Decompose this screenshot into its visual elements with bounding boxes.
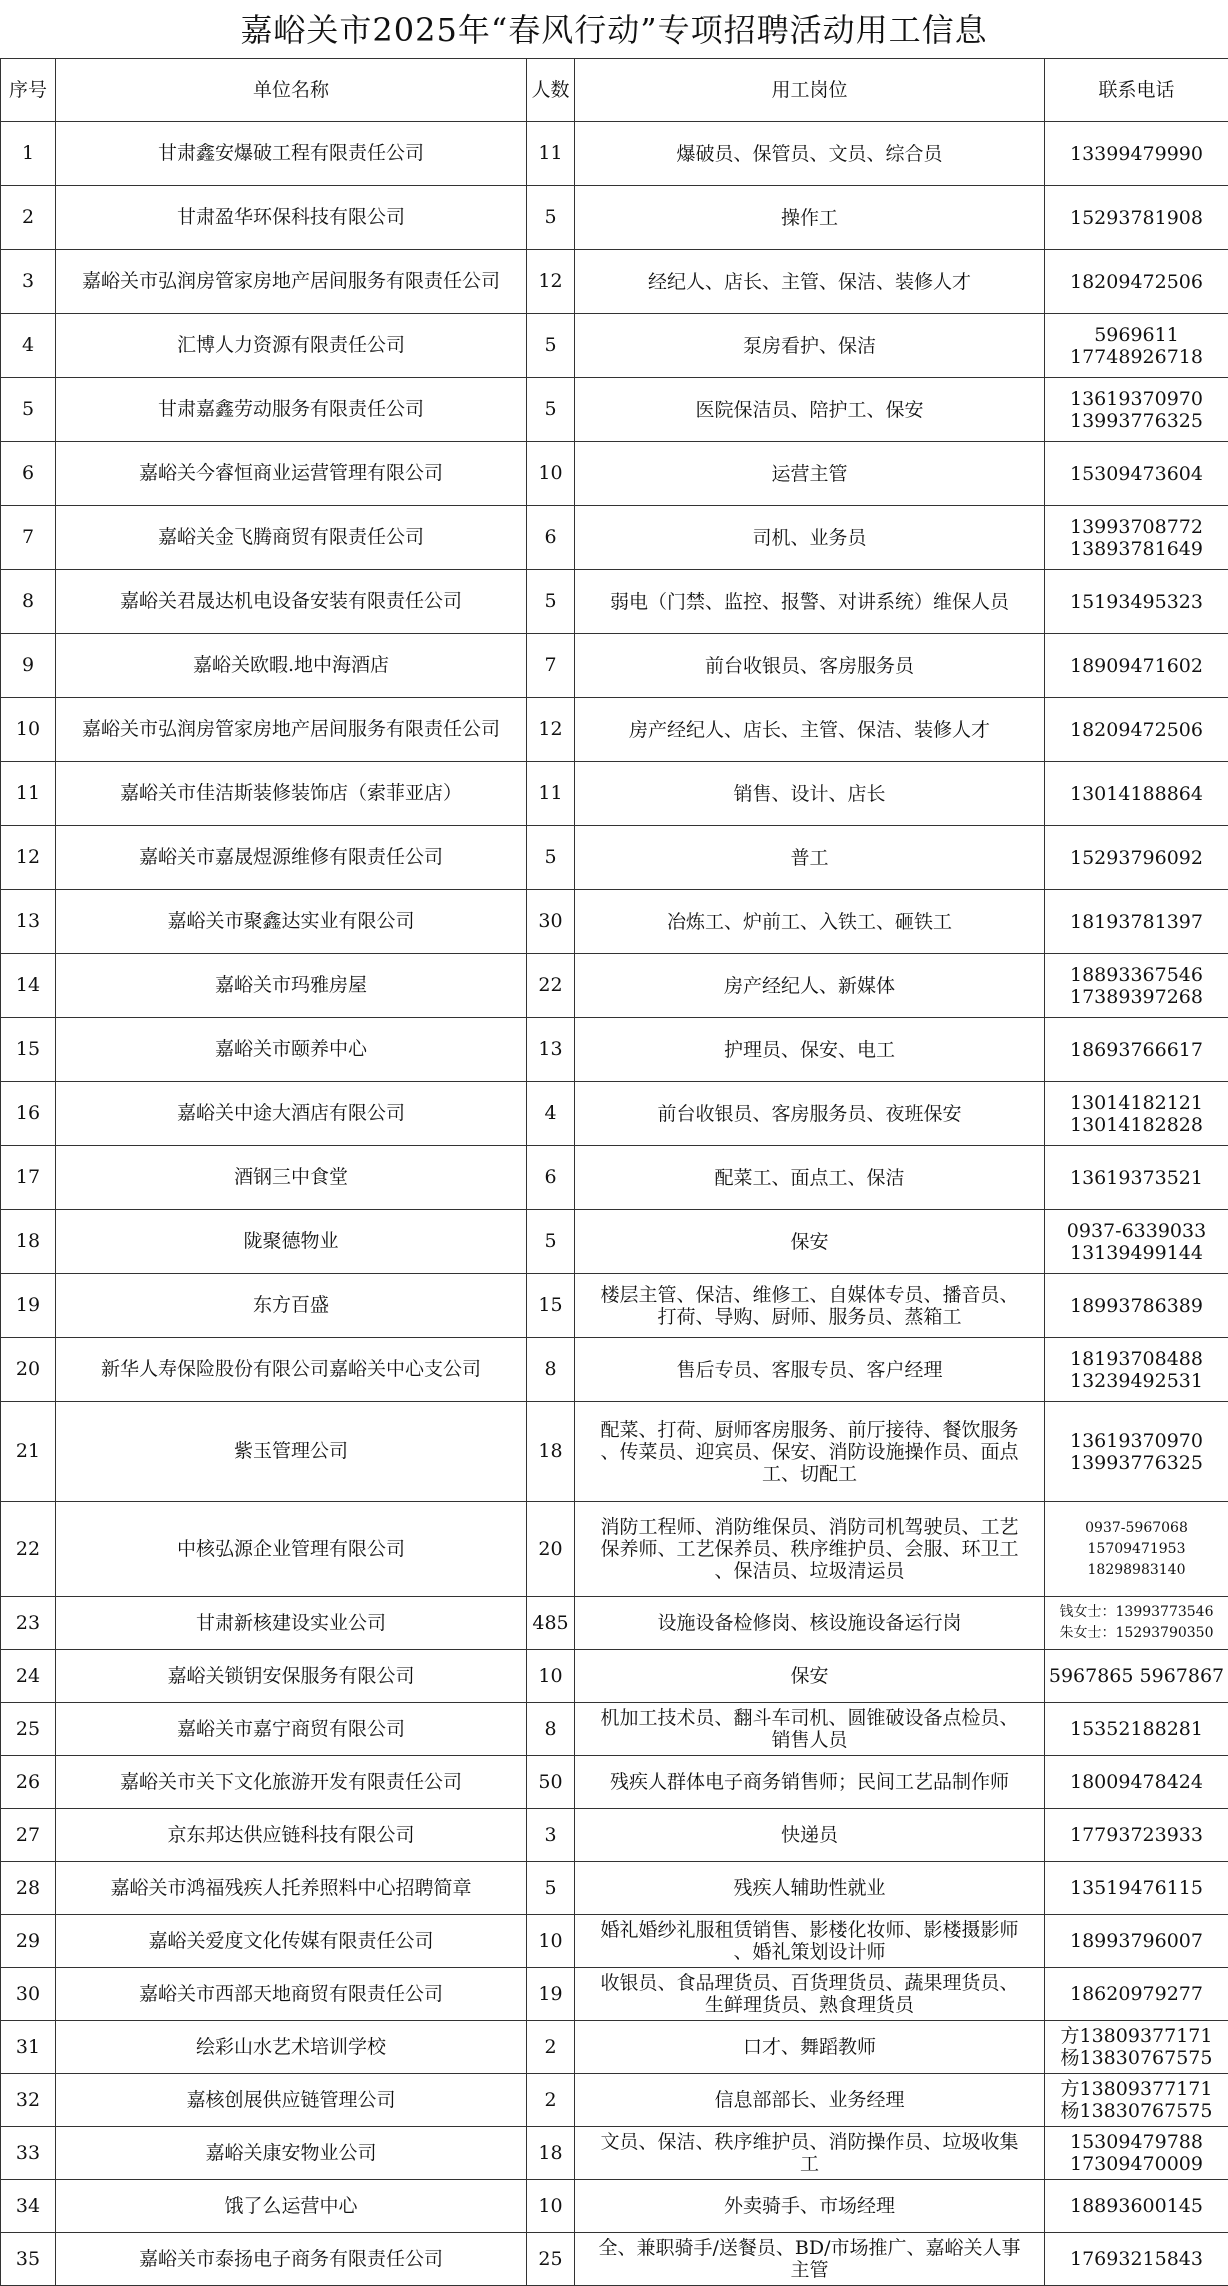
phone: 18193708488 13239492531 [1045, 1338, 1228, 1402]
positions: 消防工程师、消防维保员、消防司机驾驶员、工艺 保养师、工艺保养员、秩序维护员、会服、环卫工 、保洁员、垃圾清运员 [575, 1502, 1045, 1597]
headcount: 25 [527, 2233, 575, 2286]
company-name: 嘉峪关市弘润房管家房地产居间服务有限责任公司 [56, 250, 527, 314]
phone: 钱女士：13993773546 朱女士：15293790350 [1045, 1597, 1228, 1650]
company-name: 嘉峪关市佳洁斯装修装饰店（索菲亚店） [56, 762, 527, 826]
table-row [1, 1703, 1228, 1756]
row-number: 30 [1, 1968, 56, 2021]
headcount: 22 [527, 954, 575, 1018]
positions: 房产经纪人、店长、主管、保洁、装修人才 [575, 698, 1045, 762]
row-number: 35 [1, 2233, 56, 2286]
company-name: 嘉峪关市泰扬电子商务有限责任公司 [56, 2233, 527, 2286]
headcount: 20 [527, 1502, 575, 1597]
phone: 5969611 17748926718 [1045, 314, 1228, 378]
row-number: 22 [1, 1502, 56, 1597]
table-row [1, 122, 1228, 186]
phone: 18193781397 [1045, 890, 1228, 954]
table-row [1, 314, 1228, 378]
table-row [1, 762, 1228, 826]
table-row [1, 1274, 1228, 1338]
phone: 13619370970 13993776325 [1045, 1402, 1228, 1502]
positions: 操作工 [575, 186, 1045, 250]
recruitment-table [0, 58, 1228, 2286]
headcount: 12 [527, 698, 575, 762]
table-row [1, 890, 1228, 954]
table-row [1, 250, 1228, 314]
company-name: 嘉峪关市玛雅房屋 [56, 954, 527, 1018]
header-positions: 用工岗位 [575, 59, 1045, 122]
table-row [1, 1650, 1228, 1703]
headcount: 2 [527, 2074, 575, 2127]
row-number: 33 [1, 2127, 56, 2180]
table-row [1, 1210, 1228, 1274]
phone: 18620979277 [1045, 1968, 1228, 2021]
phone: 13993708772 13893781649 [1045, 506, 1228, 570]
table-row [1, 1082, 1228, 1146]
company-name: 嘉峪关金飞腾商贸有限责任公司 [56, 506, 527, 570]
headcount: 15 [527, 1274, 575, 1338]
positions: 婚礼婚纱礼服租赁销售、影楼化妆师、影楼摄影师 、婚礼策划设计师 [575, 1915, 1045, 1968]
row-number: 26 [1, 1756, 56, 1809]
headcount: 11 [527, 762, 575, 826]
headcount: 13 [527, 1018, 575, 1082]
headcount: 5 [527, 314, 575, 378]
positions: 前台收银员、客房服务员、夜班保安 [575, 1082, 1045, 1146]
positions: 司机、业务员 [575, 506, 1045, 570]
positions: 保安 [575, 1210, 1045, 1274]
table-row [1, 1338, 1228, 1402]
positions: 运营主管 [575, 442, 1045, 506]
company-name: 嘉峪关今睿恒商业运营管理有限公司 [56, 442, 527, 506]
headcount: 5 [527, 1862, 575, 1915]
row-number: 28 [1, 1862, 56, 1915]
row-number: 6 [1, 442, 56, 506]
table-row [1, 186, 1228, 250]
row-number: 1 [1, 122, 56, 186]
phone: 18209472506 [1045, 698, 1228, 762]
headcount: 8 [527, 1703, 575, 1756]
headcount: 11 [527, 122, 575, 186]
phone: 18893600145 [1045, 2180, 1228, 2233]
row-number: 11 [1, 762, 56, 826]
row-number: 29 [1, 1915, 56, 1968]
company-name: 嘉峪关欧暇.地中海酒店 [56, 634, 527, 698]
positions: 前台收银员、客房服务员 [575, 634, 1045, 698]
header-phone: 联系电话 [1045, 59, 1228, 122]
headcount: 485 [527, 1597, 575, 1650]
positions: 冶炼工、炉前工、入铁工、砸铁工 [575, 890, 1045, 954]
phone: 15309473604 [1045, 442, 1228, 506]
headcount: 10 [527, 442, 575, 506]
positions: 保安 [575, 1650, 1045, 1703]
phone: 15293781908 [1045, 186, 1228, 250]
row-number: 13 [1, 890, 56, 954]
headcount: 8 [527, 1338, 575, 1402]
company-name: 饿了么运营中心 [56, 2180, 527, 2233]
row-number: 17 [1, 1146, 56, 1210]
header-company: 单位名称 [56, 59, 527, 122]
table-row [1, 1597, 1228, 1650]
company-name: 甘肃嘉鑫劳动服务有限责任公司 [56, 378, 527, 442]
positions: 全、兼职骑手/送餐员、BD/市场推广、嘉峪关人事 主管 [575, 2233, 1045, 2286]
phone: 0937-6339033 13139499144 [1045, 1210, 1228, 1274]
row-number: 20 [1, 1338, 56, 1402]
headcount: 30 [527, 890, 575, 954]
phone: 18893367546 17389397268 [1045, 954, 1228, 1018]
headcount: 18 [527, 1402, 575, 1502]
positions: 残疾人群体电子商务销售师；民间工艺品制作师 [575, 1756, 1045, 1809]
positions: 普工 [575, 826, 1045, 890]
table-row [1, 570, 1228, 634]
header-count: 人数 [527, 59, 575, 122]
table-row [1, 2180, 1228, 2233]
phone: 13014188864 [1045, 762, 1228, 826]
company-name: 嘉峪关市嘉晟煜源维修有限责任公司 [56, 826, 527, 890]
phone: 5967865 5967867 [1045, 1650, 1228, 1703]
phone: 13014182121 13014182828 [1045, 1082, 1228, 1146]
positions: 房产经纪人、新媒体 [575, 954, 1045, 1018]
company-name: 酒钢三中食堂 [56, 1146, 527, 1210]
company-name: 甘肃新核建设实业公司 [56, 1597, 527, 1650]
positions: 设施设备检修岗、核设施设备运行岗 [575, 1597, 1045, 1650]
company-name: 京东邦达供应链科技有限公司 [56, 1809, 527, 1862]
table-row [1, 442, 1228, 506]
headcount: 18 [527, 2127, 575, 2180]
row-number: 31 [1, 2021, 56, 2074]
headcount: 4 [527, 1082, 575, 1146]
headcount: 5 [527, 570, 575, 634]
company-name: 嘉峪关爱度文化传媒有限责任公司 [56, 1915, 527, 1968]
positions: 配菜、打荷、厨师客房服务、前厅接待、餐饮服务 、传菜员、迎宾员、保安、消防设施操作员、面点 工、切配工 [575, 1402, 1045, 1502]
positions: 信息部部长、业务经理 [575, 2074, 1045, 2127]
table-row [1, 954, 1228, 1018]
headcount: 5 [527, 1210, 575, 1274]
phone: 18993786389 [1045, 1274, 1228, 1338]
row-number: 2 [1, 186, 56, 250]
positions: 泵房看护、保洁 [575, 314, 1045, 378]
header-no: 序号 [1, 59, 56, 122]
positions: 弱电（门禁、监控、报警、对讲系统）维保人员 [575, 570, 1045, 634]
phone: 15193495323 [1045, 570, 1228, 634]
company-name: 新华人寿保险股份有限公司嘉峪关中心支公司 [56, 1338, 527, 1402]
headcount: 19 [527, 1968, 575, 2021]
headcount: 50 [527, 1756, 575, 1809]
company-name: 汇博人力资源有限责任公司 [56, 314, 527, 378]
row-number: 10 [1, 698, 56, 762]
positions: 爆破员、保管员、文员、综合员 [575, 122, 1045, 186]
company-name: 嘉峪关市嘉宁商贸有限公司 [56, 1703, 527, 1756]
row-number: 5 [1, 378, 56, 442]
headcount: 2 [527, 2021, 575, 2074]
positions: 售后专员、客服专员、客户经理 [575, 1338, 1045, 1402]
row-number: 19 [1, 1274, 56, 1338]
row-number: 18 [1, 1210, 56, 1274]
company-name: 嘉峪关市颐养中心 [56, 1018, 527, 1082]
table-row [1, 1146, 1228, 1210]
positions: 残疾人辅助性就业 [575, 1862, 1045, 1915]
row-number: 23 [1, 1597, 56, 1650]
row-number: 34 [1, 2180, 56, 2233]
table-row [1, 378, 1228, 442]
company-name: 嘉峪关锁钥安保服务有限公司 [56, 1650, 527, 1703]
row-number: 3 [1, 250, 56, 314]
row-number: 4 [1, 314, 56, 378]
row-number: 27 [1, 1809, 56, 1862]
headcount: 3 [527, 1809, 575, 1862]
headcount: 6 [527, 506, 575, 570]
company-name: 嘉峪关市聚鑫达实业有限公司 [56, 890, 527, 954]
headcount: 5 [527, 826, 575, 890]
table-row [1, 2233, 1228, 2286]
row-number: 9 [1, 634, 56, 698]
phone: 方13809377171 杨13830767575 [1045, 2021, 1228, 2074]
company-name: 中核弘源企业管理有限公司 [56, 1502, 527, 1597]
phone: 方13809377171 杨13830767575 [1045, 2074, 1228, 2127]
headcount: 10 [527, 1915, 575, 1968]
row-number: 24 [1, 1650, 56, 1703]
phone: 13619370970 13993776325 [1045, 378, 1228, 442]
company-name: 嘉峪关君晟达机电设备安装有限责任公司 [56, 570, 527, 634]
company-name: 嘉峪关市鸿福残疾人托养照料中心招聘简章 [56, 1862, 527, 1915]
row-number: 14 [1, 954, 56, 1018]
phone: 17793723933 [1045, 1809, 1228, 1862]
phone: 18693766617 [1045, 1018, 1228, 1082]
row-number: 15 [1, 1018, 56, 1082]
positions: 楼层主管、保洁、维修工、自媒体专员、播音员、 打荷、导购、厨师、服务员、蒸箱工 [575, 1274, 1045, 1338]
table-row [1, 826, 1228, 890]
row-number: 21 [1, 1402, 56, 1502]
headcount: 7 [527, 634, 575, 698]
row-number: 25 [1, 1703, 56, 1756]
table-header-row [1, 59, 1228, 122]
company-name: 嘉峪关市关下文化旅游开发有限责任公司 [56, 1756, 527, 1809]
company-name: 嘉核创展供应链管理公司 [56, 2074, 527, 2127]
company-name: 甘肃鑫安爆破工程有限责任公司 [56, 122, 527, 186]
phone: 18009478424 [1045, 1756, 1228, 1809]
positions: 经纪人、店长、主管、保洁、装修人才 [575, 250, 1045, 314]
table-row [1, 1862, 1228, 1915]
company-name: 嘉峪关康安物业公司 [56, 2127, 527, 2180]
company-name: 陇聚德物业 [56, 1210, 527, 1274]
table-row [1, 1018, 1228, 1082]
row-number: 16 [1, 1082, 56, 1146]
table-row [1, 1968, 1228, 2021]
company-name: 甘肃盈华环保科技有限公司 [56, 186, 527, 250]
company-name: 嘉峪关市西部天地商贸有限责任公司 [56, 1968, 527, 2021]
phone: 15293796092 [1045, 826, 1228, 890]
headcount: 10 [527, 2180, 575, 2233]
phone: 13519476115 [1045, 1862, 1228, 1915]
table-row [1, 1756, 1228, 1809]
phone: 13399479990 [1045, 122, 1228, 186]
positions: 医院保洁员、陪护工、保安 [575, 378, 1045, 442]
company-name: 东方百盛 [56, 1274, 527, 1338]
table-row [1, 2127, 1228, 2180]
phone: 18993796007 [1045, 1915, 1228, 1968]
table-row [1, 2074, 1228, 2127]
positions: 口才、舞蹈教师 [575, 2021, 1045, 2074]
company-name: 绘彩山水艺术培训学校 [56, 2021, 527, 2074]
headcount: 10 [527, 1650, 575, 1703]
table-row [1, 1915, 1228, 1968]
row-number: 32 [1, 2074, 56, 2127]
positions: 护理员、保安、电工 [575, 1018, 1045, 1082]
company-name: 嘉峪关市弘润房管家房地产居间服务有限责任公司 [56, 698, 527, 762]
table-row [1, 1502, 1228, 1597]
positions: 机加工技术员、翻斗车司机、圆锥破设备点检员、 销售人员 [575, 1703, 1045, 1756]
page-title: 嘉峪关市2025年“春风行动”专项招聘活动用工信息 [0, 0, 1228, 58]
phone: 18909471602 [1045, 634, 1228, 698]
headcount: 12 [527, 250, 575, 314]
phone: 15309479788 17309470009 [1045, 2127, 1228, 2180]
positions: 文员、保洁、秩序维护员、消防操作员、垃圾收集 工 [575, 2127, 1045, 2180]
headcount: 5 [527, 186, 575, 250]
row-number: 12 [1, 826, 56, 890]
positions: 收银员、食品理货员、百货理货员、蔬果理货员、 生鲜理货员、熟食理货员 [575, 1968, 1045, 2021]
row-number: 7 [1, 506, 56, 570]
positions: 外卖骑手、市场经理 [575, 2180, 1045, 2233]
phone: 17693215843 [1045, 2233, 1228, 2286]
positions: 快递员 [575, 1809, 1045, 1862]
phone: 0937-5967068 15709471953 18298983140 [1045, 1502, 1228, 1597]
table-row [1, 1402, 1228, 1502]
phone: 13619373521 [1045, 1146, 1228, 1210]
phone: 18209472506 [1045, 250, 1228, 314]
headcount: 6 [527, 1146, 575, 1210]
positions: 配菜工、面点工、保洁 [575, 1146, 1045, 1210]
table-row [1, 1809, 1228, 1862]
company-name: 嘉峪关中途大酒店有限公司 [56, 1082, 527, 1146]
positions: 销售、设计、店长 [575, 762, 1045, 826]
row-number: 8 [1, 570, 56, 634]
table-row [1, 2021, 1228, 2074]
phone: 15352188281 [1045, 1703, 1228, 1756]
table-row [1, 634, 1228, 698]
table-row [1, 698, 1228, 762]
headcount: 5 [527, 378, 575, 442]
table-row [1, 506, 1228, 570]
company-name: 紫玉管理公司 [56, 1402, 527, 1502]
